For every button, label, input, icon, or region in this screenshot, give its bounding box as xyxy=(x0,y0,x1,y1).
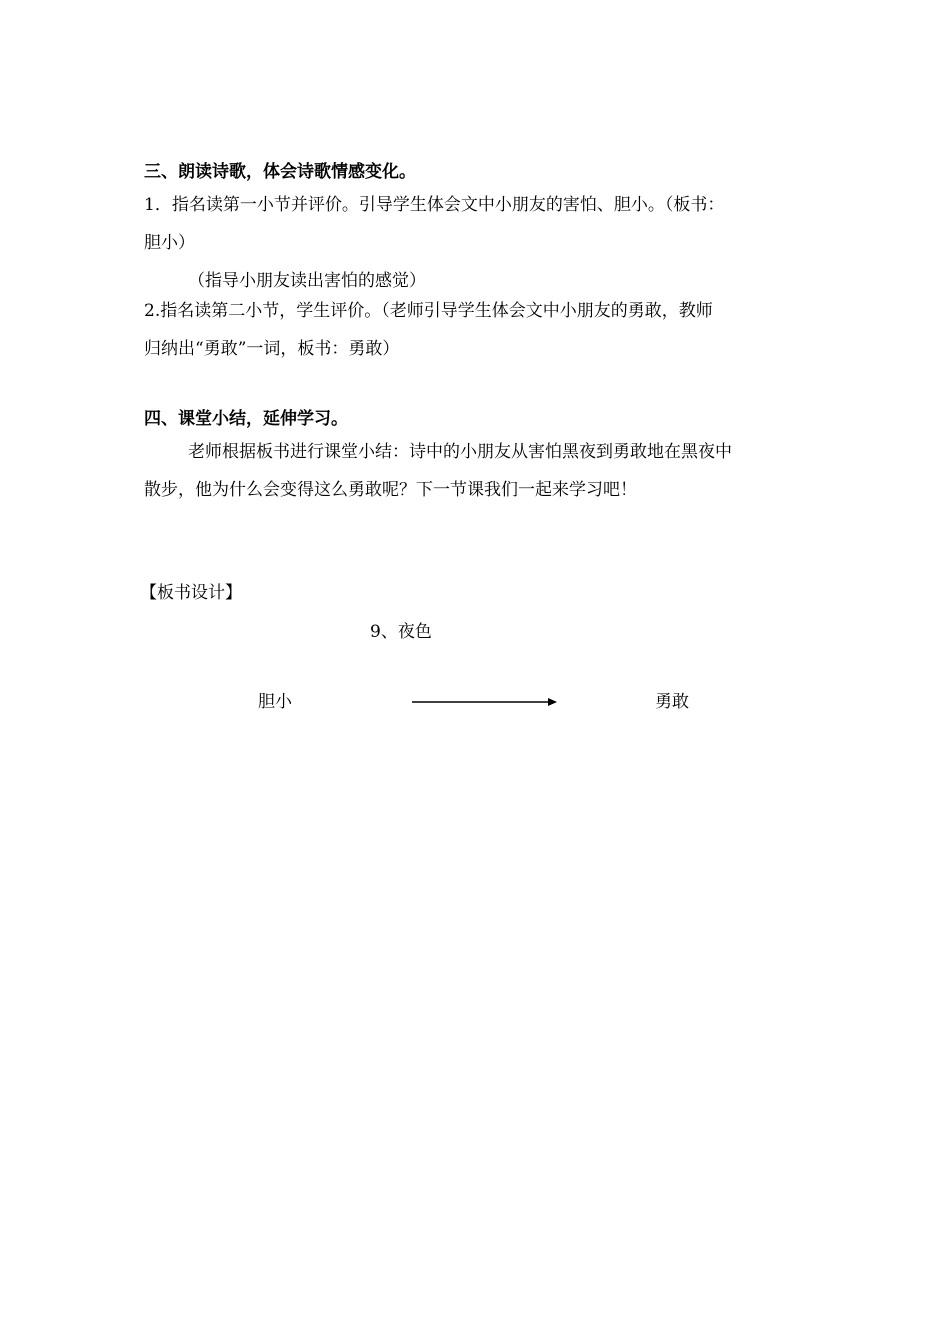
section-4-summary xyxy=(144,433,824,509)
item-2-line-1: 2.指名读第二小节，学生评价。（老师引导学生体会文中小朋友的勇敢，教师 xyxy=(144,301,713,321)
item-2-line-2: 归纳出“勇敢”一词，板书：勇敢） xyxy=(144,339,400,359)
board-design-label: 【板书设计】 xyxy=(140,583,242,603)
board-title: 9、夜色 xyxy=(370,622,432,642)
item-1-line-1: 1．指名读第一小节并评价。引导学生体会文中小朋友的害怕、胆小。（板书： xyxy=(144,195,725,215)
section-3-item-2 xyxy=(144,292,824,368)
summary-line-1: 老师根据板书进行课堂小结：诗中的小朋友从害怕黑夜到勇敢地在黑夜中 xyxy=(188,442,732,462)
arrow-right-icon xyxy=(411,695,561,709)
board-right-word: 勇敢 xyxy=(655,692,689,712)
section-4-heading: 四、课堂小结，延伸学习。 xyxy=(144,409,348,429)
board-left-word: 胆小 xyxy=(258,692,292,712)
section-3-note: （指导小朋友读出害怕的感觉） xyxy=(188,271,426,291)
section-3-item-1 xyxy=(144,186,824,262)
section-3-heading: 三、朗读诗歌，体会诗歌情感变化。 xyxy=(144,162,416,182)
summary-line-2: 散步，他为什么会变得这么勇敢呢？下一节课我们一起来学习吧！ xyxy=(144,480,637,500)
item-1-line-2: 胆小） xyxy=(144,233,195,253)
